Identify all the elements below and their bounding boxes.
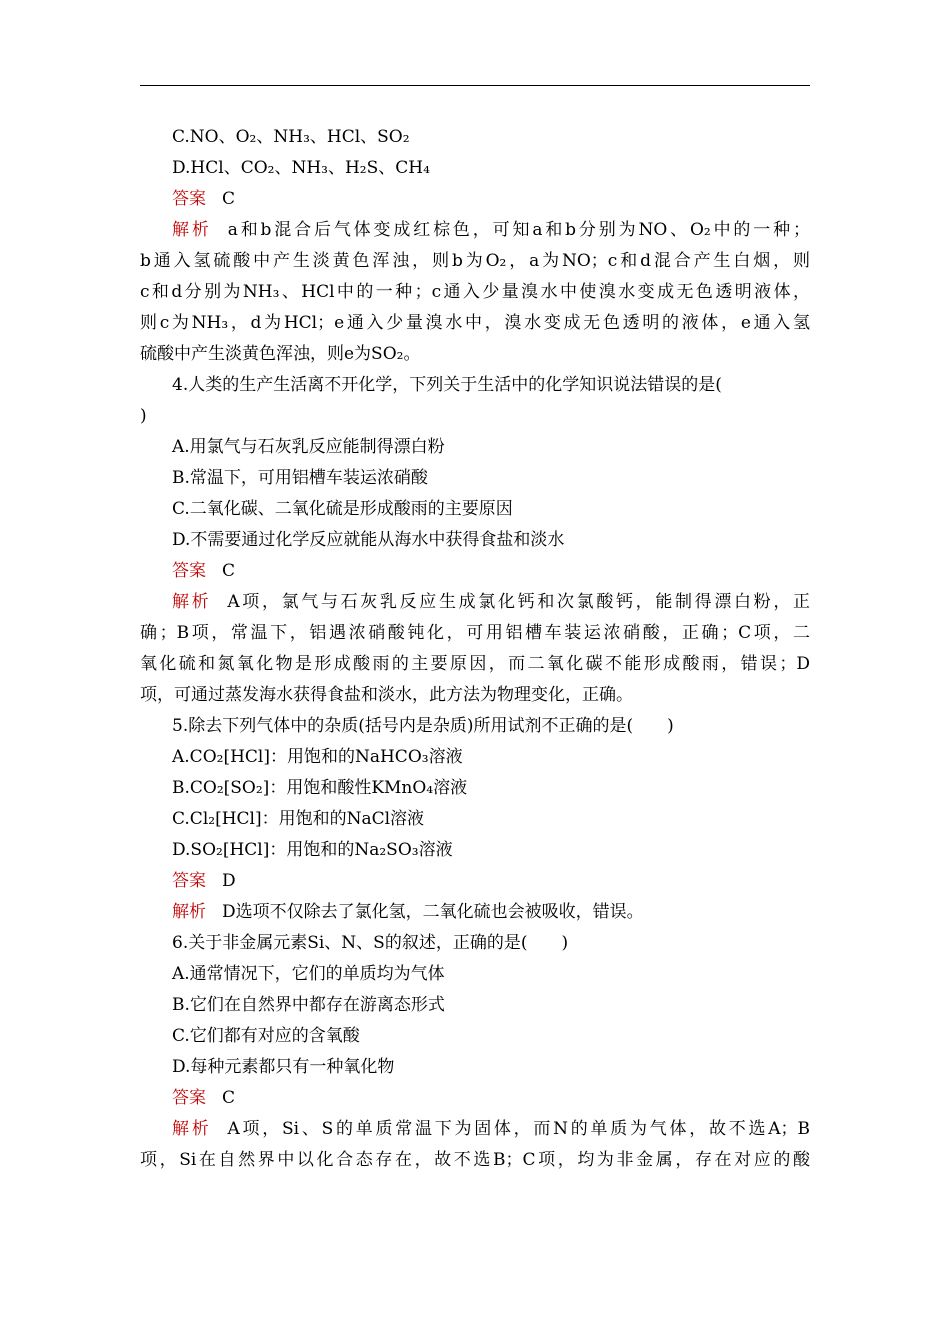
q4-option-a: A.用氯气与石灰乳反应能制得漂白粉 — [172, 437, 445, 457]
q4-analysis-line: 氧化硫和氮氧化物是形成酸雨的主要原因，而二氧化碳不能形成酸雨，错误；D — [140, 654, 810, 674]
q3-analysis-line: 硫酸中产生淡黄色浑浊，则e为SO₂。 — [140, 344, 421, 364]
answer-label: 答案 — [172, 561, 206, 581]
analysis-label: 解析 — [172, 220, 212, 240]
q4-stem: 4.人类的生产生活离不开化学，下列关于生活中的化学知识说法错误的是( — [172, 375, 722, 395]
q5-analysis-line: 解析 D选项不仅除去了氯化氢，二氧化硫也会被吸收，错误。 — [172, 902, 644, 922]
q4-analysis-line: 解析 A项，氯气与石灰乳反应生成氯化钙和次氯酸钙，能制得漂白粉，正 — [172, 592, 811, 612]
q6-stem: 6.关于非金属元素Si、N、S的叙述，正确的是( ) — [172, 933, 569, 953]
answer-value: D — [222, 871, 236, 891]
q5-answer — [140, 866, 810, 897]
answer-label: 答案 — [172, 1088, 206, 1108]
q6-answer — [140, 1083, 810, 1114]
q4-option-d: D.不需要通过化学反应就能从海水中获得食盐和淡水 — [172, 530, 565, 550]
answer-label: 答案 — [172, 189, 206, 209]
q6-analysis-line: 项，Si在自然界中以化合态存在，故不选B；C项，均为非金属，存在对应的酸 — [140, 1150, 810, 1170]
q4-analysis-line: 确；B项，常温下，铝遇浓硝酸钝化，可用铝槽车装运浓硝酸，正确；C项，二 — [140, 623, 810, 643]
q6-option-c: C.它们都有对应的含氧酸 — [172, 1026, 360, 1046]
q5-option-c: C.Cl₂[HCl]：用饱和的NaCl溶液 — [172, 809, 425, 829]
analysis-label: 解析 — [172, 902, 206, 922]
q3-analysis-line: c和d分别为NH₃、HCl中的一种；c通入少量溴水中使溴水变成无色透明液体， — [140, 282, 810, 302]
q5-option-b: B.CO₂[SO₂]：用饱和酸性KMnO₄溶液 — [172, 778, 468, 798]
analysis-label: 解析 — [172, 1119, 212, 1139]
q6-analysis-line: 解析 A项，Si、S的单质常温下为固体，而N的单质为气体，故不选A；B — [172, 1119, 811, 1139]
q3-analysis-line: 则c为NH₃，d为HCl；e通入少量溴水中，溴水变成无色透明的液体，e通入氢 — [140, 313, 810, 333]
document-body — [140, 122, 810, 1176]
q5-option-a: A.CO₂[HCl]：用饱和的NaHCO₃溶液 — [172, 747, 463, 767]
answer-value: C — [222, 1088, 236, 1108]
q5-stem: 5.除去下列气体中的杂质(括号内是杂质)所用试剂不正确的是( ) — [172, 716, 674, 736]
header-rule — [140, 85, 810, 86]
q4-analysis-line: 项，可通过蒸发海水获得食盐和淡水，此方法为物理变化，正确。 — [140, 685, 633, 705]
q3-option-d: D.HCl、CO₂、NH₃、H₂S、CH₄ — [172, 158, 430, 178]
q3-analysis-line: 解析 a和b混合后气体变成红棕色，可知a和b分别为NO、O₂中的一种； — [172, 220, 810, 240]
answer-value: C — [222, 189, 236, 209]
answer-label: 答案 — [172, 871, 206, 891]
q3-option-c: C.NO、O₂、NH₃、HCl、SO₂ — [172, 127, 410, 147]
q3-answer — [140, 184, 810, 215]
q4-option-c: C.二氧化碳、二氧化硫是形成酸雨的主要原因 — [172, 499, 513, 519]
q4-option-b: B.常温下，可用铝槽车装运浓硝酸 — [172, 468, 428, 488]
q4-stem-cont: ) — [140, 406, 147, 426]
answer-value: C — [222, 561, 236, 581]
q6-option-d: D.每种元素都只有一种氧化物 — [172, 1057, 395, 1077]
q5-option-d: D.SO₂[HCl]：用饱和的Na₂SO₃溶液 — [172, 840, 453, 860]
q6-option-a: A.通常情况下，它们的单质均为气体 — [172, 964, 445, 984]
q4-answer — [140, 556, 810, 587]
q6-option-b: B.它们在自然界中都存在游离态形式 — [172, 995, 445, 1015]
q3-analysis-line: b通入氢硫酸中产生淡黄色浑浊，则b为O₂，a为NO；c和d混合产生白烟，则 — [140, 251, 810, 271]
analysis-label: 解析 — [172, 592, 212, 612]
